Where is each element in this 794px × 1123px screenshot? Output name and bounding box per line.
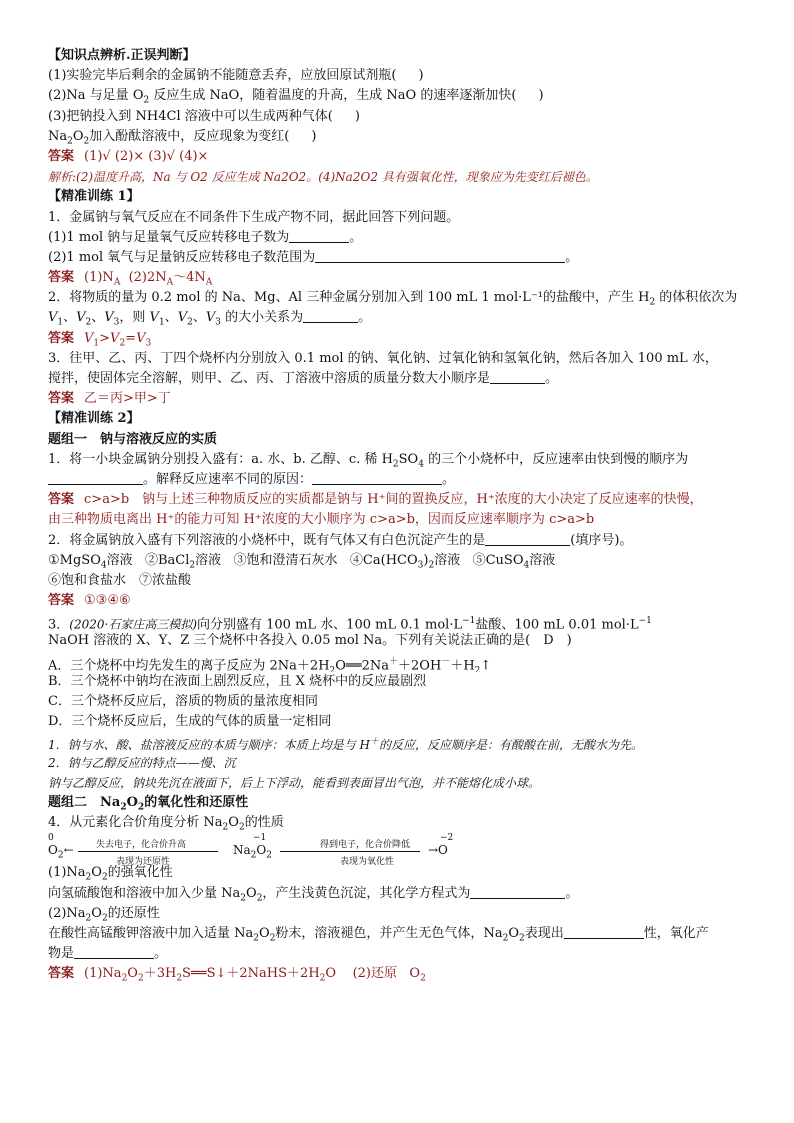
- judge-item-1: (1)实验完毕后剩余的金属钠不能随意丢弃，应放回原试剂瓶( ): [48, 68, 424, 84]
- question-text: (2)1 mol 氧气与足量钠反应转移电子数范围为 。: [48, 249, 579, 265]
- judge-item-4: $Na_2O_2$加入酚酞溶液中，反应现象为变红( ): [48, 128, 317, 147]
- section-heading-training-1: 【精准训练 1】: [48, 189, 140, 205]
- answer-line: 答案 c>a>b 钠与上述三种物质反应的实质都是钠与 H⁺间的置换反应，H⁺浓度的大小决定了反应速率的快慢，: [48, 492, 703, 508]
- option-b: B．三个烧杯中钠均在液面上剧烈反应，且 X 烧杯中的反应最剧烈: [48, 673, 427, 689]
- group-heading: 题组一 钠与溶液反应的实质: [48, 431, 218, 447]
- option-c: C．三个烧杯反应后，溶质的物质的量浓度相同: [48, 694, 318, 709]
- summary-note: 2．钠与乙醇反应的特点——慢、沉: [48, 755, 236, 770]
- question-text: $(1)Na_2O_2$的强氧化性: [48, 865, 173, 883]
- question-text: 3．(2020·石家庄高三模拟)向分别盛有 100 mL 水、100 mL 0.1 $mol\cdot L^{-1}$盐酸、100 mL 0.01 $mol\cdot L^{-1}$: [48, 616, 652, 632]
- section-heading-knowledge: 【知识点辨析.正误判断】: [48, 48, 196, 63]
- question-text: 4．从元素化合价角度分析 $Na_2O_2$的性质: [48, 815, 284, 833]
- question-text: $(2)Na_2O_2$的还原性: [48, 905, 160, 924]
- summary-note: 1．钠与水、酸、盐溶液反应的本质与顺序：本质上均是与 H＋的反应，反应顺序是：有酸酸在前，无酸水为先。: [48, 737, 643, 753]
- question-text: (1)1 mol 钠与足量氧气反应转移电子数为 。: [48, 229, 363, 245]
- judge-item-3: (3)把钠投入到 NH4Cl 溶液中可以生成两种气体( ): [48, 108, 360, 124]
- explanation-line: 解析:(2)温度升高，Na 与 O2 反应生成 Na2O2。(4)Na2O2 具有强氧化性，现象应为先变红后褪色。: [48, 170, 598, 185]
- question-text: 搅拌，使固体完全溶解，则甲、乙、丙、丁溶液中溶质的质量分数大小顺序是 。: [48, 371, 559, 386]
- question-text: 物是 。: [48, 946, 168, 962]
- answer-line: 答案 $V_1>V_2=V_3$: [48, 330, 152, 349]
- option-d: D．三个烧杯反应后，生成的气体的质量一定相同: [48, 714, 332, 730]
- document-body: [48, 46, 748, 984]
- options-line: ⑥饱和食盐水 ⑦浓盐酸: [48, 572, 192, 588]
- question-text: 向氢硫酸饱和溶液中加入少量 $Na_2O_2$，产生浅黄色沉淀，其化学方程式为 。: [48, 885, 579, 904]
- section-heading-training-2: 【精准训练 2】: [48, 411, 140, 427]
- question-text: 2．将物质的量为 0.2 mol 的 Na、Mg、Al 三种金属分别加入到 100 mL 1 mol·L⁻¹的盐酸中，产生 $H_2$ 的体积依次为: [48, 290, 738, 308]
- question-text: 3．往甲、乙、丙、丁四个烧杯内分别放入 0.1 mol 的钠、氧化钠、过氧化钠和氢氧化钠，然后各加入 100 mL 水，: [48, 350, 718, 366]
- valence-diagram: 0 $O_2\leftarrow$ 失去电子，化合价升高 表现为还原性 $Na_2O_2$ −1 得到电子，化合价降低 表现为氧化性 →O −2: [48, 833, 454, 868]
- question-text: 2．将金属钠放入盛有下列溶液的小烧杯中，既有气体又有白色沉淀产生的是 (填序号)。: [48, 532, 633, 548]
- answer-line: 答案 乙＝丙>甲>丁: [48, 391, 171, 407]
- question-text: 在酸性高锰酸钾溶液中加入适量 $Na_2O_2$粉末，溶液褪色，并产生无色气体，$Na_2O_2$表现出 性，氧化产: [48, 925, 709, 944]
- question-text: 。解释反应速率不同的原因： 。: [48, 470, 748, 490]
- answer-line: 答案 ①③④⑥: [48, 593, 131, 609]
- summary-note: 钠与乙醇反应，钠块先沉在液面下，后上下浮动，能看到表面冒出气泡，并不能熔化成小球。: [48, 775, 541, 790]
- question-text: 1．金属钠与氧气反应在不同条件下生成产物不同，据此回答下列问题。: [48, 209, 460, 225]
- judge-item-2: (2)Na 与足量 $O_2$ 反应生成 NaO，随着温度的升高，生成 NaO 的速率逐渐加快( ): [48, 88, 544, 106]
- question-text: 1．将一小块金属钠分别投入盛有：a. 水、b. 乙醇、c. 稀 $H_2SO_4$ 的三个小烧杯中，反应速率由快到慢的顺序为: [48, 451, 689, 470]
- group-heading: 题组二 $Na_2O_2$的氧化性和还原性: [48, 794, 249, 813]
- option-a: A．三个烧杯中均先发生的离子反应为 $2Na+2H_2O══2Na^++2OH^-+H_2↑$: [48, 656, 492, 672]
- options-line: ①MgSO$_4$溶液 ②BaCl$_2$溶液 ③饱和澄清石灰水 $④Ca(HCO_3)_2$溶液 ⑤CuSO$_4$溶液: [48, 552, 556, 571]
- answer-line: 由三种物质电离出 H⁺的能力可知 H⁺浓度的大小顺序为 c>a>b，因而反应速率顺序为 c>a>b: [48, 512, 595, 528]
- answer-line: 答案 (1)√ (2)× (3)√ (4)×: [48, 148, 209, 164]
- question-text: NaOH 溶液的 X、Y、Z 三个烧杯中各投入 0.05 mol Na。下列有关说法正确的是( D ): [48, 633, 572, 649]
- answer-line: 答案 $(1)Na_2O_2+3H_2S══S↓+2NaHS+2H_2O$ (2)还原 $O_2$: [48, 966, 426, 984]
- answer-line: 答案 $(1)N_A$ $(2)2N_A\sim 4N_A$: [48, 270, 213, 288]
- question-text: $V_1$、$V_2$、$V_3$，则 $V_1$、$V_2$、$V_3$ 的大小关系为 。: [48, 310, 372, 329]
